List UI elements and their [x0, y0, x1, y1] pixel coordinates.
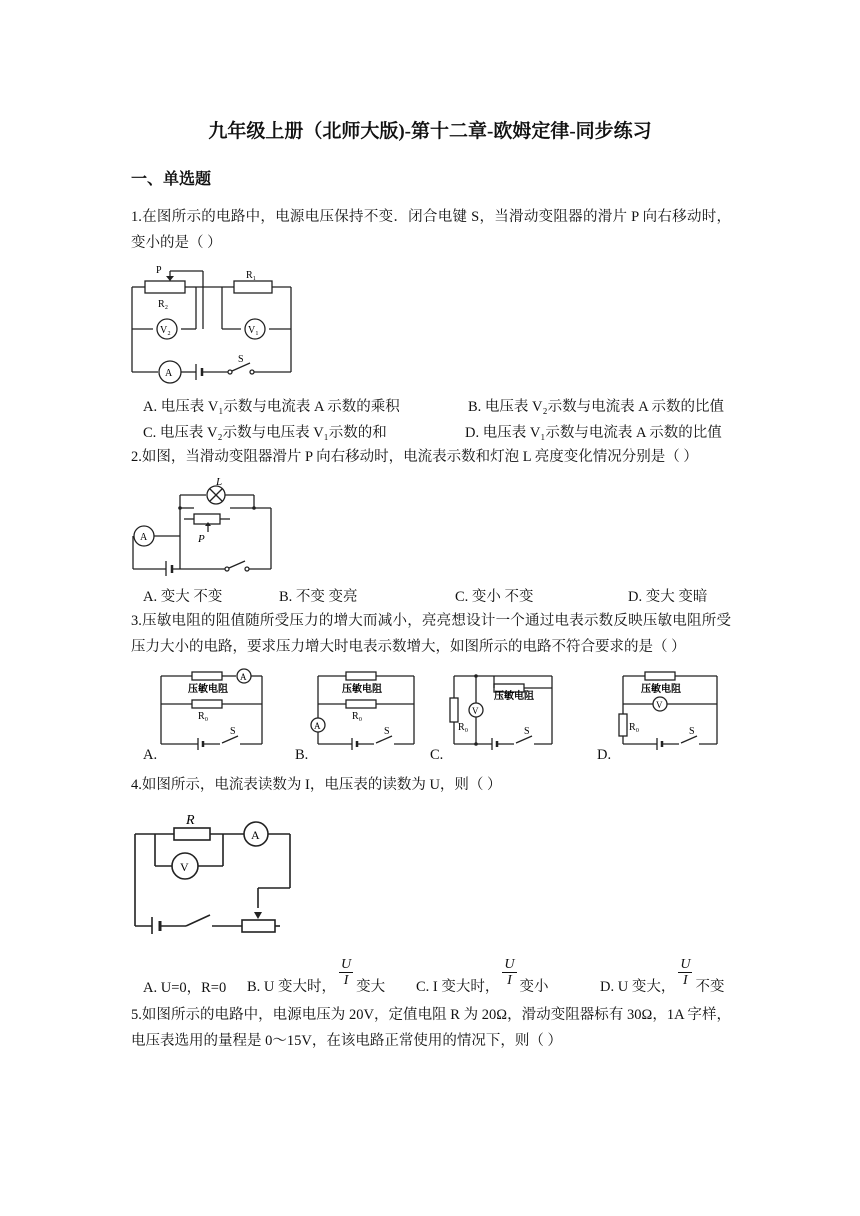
q3a-pressure-resistor-label: 压敏电阻 [188, 684, 228, 695]
q3c-r0-label: R₀ [458, 722, 469, 733]
q4-option-b-suffix: 变大 [356, 978, 386, 995]
q4-option-d-fraction [678, 957, 692, 988]
q1-option-b[interactable]: B. 电压表 V₂示数与电流表 A 示数的比值 [468, 399, 724, 415]
q4-option-b-fraction [339, 957, 353, 988]
q2-option-a[interactable]: A. 变大 不变 [143, 589, 223, 605]
question-3-text: 3.压敏电阻的阻值随所受压力的增大而减小，亮亮想设计一个通过电表示数反映压敏电阻所受压力大小的电路，要求压力增大时电表示数增大，如图所示的电路不符合要求的是（ ） [131, 613, 731, 655]
q1-label-p: P [156, 265, 162, 276]
q2-label-p: P [198, 533, 205, 545]
q1-label-v2: V₂ [160, 325, 171, 336]
section-heading: 一、单选题 [131, 171, 212, 188]
fraction-numerator: U [504, 957, 515, 972]
q2-option-b[interactable]: B. 不变 变亮 [279, 589, 358, 605]
q4-option-b-prefix: B. U 变大时， [247, 978, 337, 995]
q4-option-b[interactable] [247, 957, 385, 996]
fraction-numerator: U [341, 957, 352, 972]
question-2-text: 2.如图，当滑动变阻器滑片 P 向右移动时，电流表示数和灯泡 L 亮度变化情况分别是（ ） [131, 449, 698, 465]
q4-option-c-suffix: 变小 [519, 978, 549, 995]
q4-option-c[interactable] [416, 957, 549, 996]
q3-option-a[interactable]: A. [143, 747, 158, 763]
q3b-pressure-resistor-label: 压敏电阻 [342, 684, 382, 695]
q4-option-c-prefix: C. I 变大时， [416, 978, 500, 995]
q4-option-d-suffix: 不变 [695, 978, 725, 995]
q3-circuit-c [448, 668, 558, 752]
q3a-switch-label: S [230, 726, 236, 737]
q1-option-a[interactable]: A. 电压表 V₁示数与电流表 A 示数的乘积 [143, 399, 400, 415]
question-4-circuit-diagram [130, 808, 298, 934]
q4-option-d-prefix: D. U 变大， [600, 978, 676, 995]
q3a-ammeter-label: A [240, 672, 247, 682]
q3b-r0-label: R₀ [352, 711, 363, 722]
q2-option-c[interactable]: C. 变小 不变 [455, 589, 534, 605]
q3c-voltmeter-label: V [472, 706, 479, 716]
q3-option-b[interactable]: B. [295, 747, 309, 763]
q3d-pressure-resistor-label: 压敏电阻 [641, 684, 681, 695]
q3-option-c[interactable]: C. [430, 747, 444, 763]
q3c-pressure-resistor-label: 压敏电阻 [494, 691, 534, 702]
q3-option-d[interactable]: D. [597, 747, 612, 763]
q3-circuit-d [617, 668, 725, 752]
question-1-text: 1.在图所示的电路中，电源电压保持不变．闭合电键 S，当滑动变阻器的滑片 P 向右移动时，变小的是（ ） [131, 209, 731, 251]
question-1-circuit-diagram [128, 262, 298, 387]
q3d-switch-label: S [689, 726, 695, 737]
q3a-r0-label: R₀ [198, 711, 209, 722]
q1-label-v1: V₁ [248, 325, 259, 336]
q1-option-c[interactable]: C. 电压表 V₂示数与电压表 V₁示数的和 [143, 425, 387, 441]
question-4-text: 4.如图所示，电流表读数为 I，电压表的读数为 U，则（ ） [131, 777, 502, 793]
page-title: 九年级上册（北师大版)-第十二章-欧姆定律-同步练习 [208, 121, 652, 142]
q4-label-r: R [186, 813, 195, 828]
q1-label-s: S [238, 354, 244, 365]
q3c-switch-label: S [524, 726, 530, 737]
q3-circuit-b [310, 668, 420, 752]
q3d-r0-label: R₀ [629, 722, 640, 733]
q1-label-r1: R₁ [246, 270, 257, 281]
q3b-ammeter-label: A [314, 721, 321, 731]
q4-label-a: A [251, 828, 260, 842]
q2-label-l: L [216, 476, 223, 488]
q3b-switch-label: S [384, 726, 390, 737]
q1-option-d[interactable]: D. 电压表 V₁示数与电流表 A 示数的比值 [465, 425, 722, 441]
q2-option-d[interactable]: D. 变大 变暗 [628, 589, 708, 605]
fraction-denominator: I [683, 973, 688, 988]
q2-label-a: A [140, 532, 148, 543]
question-2-circuit-diagram [130, 476, 275, 576]
question-5-text: 5.如图所示的电路中，电源电压为 20V，定值电阻 R 为 20Ω，滑动变阻器标有 30Ω，1A 字样，电压表选用的量程是 0～15V，在该电路正常使用的情况下，则（ ） [131, 1007, 731, 1049]
q4-option-c-fraction [502, 957, 516, 988]
fraction-denominator: I [507, 973, 512, 988]
q1-label-r2: R₂ [158, 299, 169, 310]
fraction-numerator: U [680, 957, 691, 972]
fraction-denominator: I [343, 973, 349, 988]
q4-option-a[interactable]: A. U=0，R=0 [143, 980, 227, 996]
q1-label-a: A [165, 368, 173, 379]
q4-option-d[interactable] [600, 957, 724, 996]
q3d-voltmeter-label: V [656, 700, 663, 710]
q4-label-v: V [180, 860, 189, 874]
q3-circuit-a [158, 668, 266, 752]
